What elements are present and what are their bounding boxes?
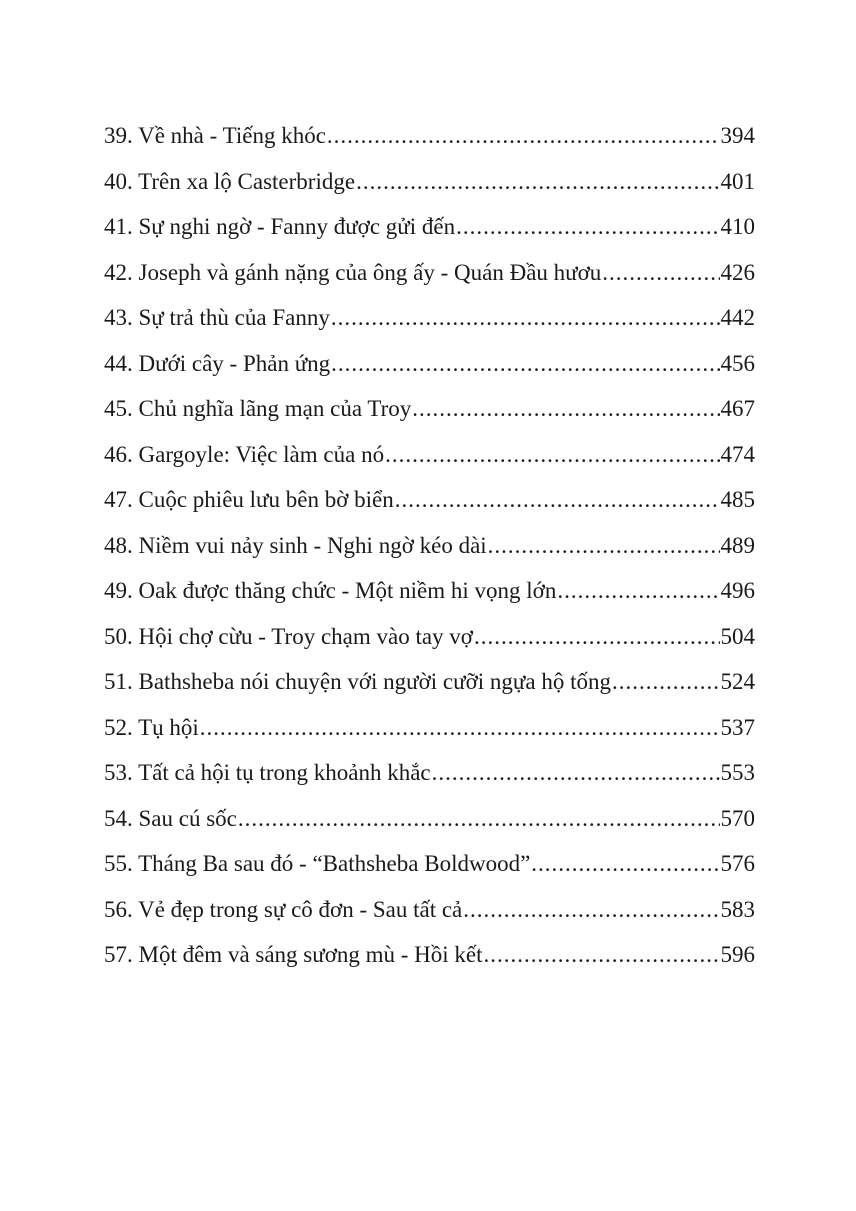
- toc-entry: [104, 659, 755, 705]
- dot-leader: [463, 887, 719, 933]
- dot-leader: [484, 932, 720, 978]
- toc-entry: [104, 614, 755, 660]
- toc-entry-page: 537: [720, 714, 755, 740]
- toc-entry: [104, 432, 755, 478]
- toc-entry: [104, 477, 755, 523]
- toc-entry-title: 42. Joseph và gánh nặng của ông ấy - Quán Đầu hươu: [104, 259, 602, 285]
- dot-leader: [557, 568, 719, 614]
- dot-leader: [238, 796, 720, 842]
- toc-entry-title: 56. Vẻ đẹp trong sự cô đơn - Sau tất cả: [104, 896, 463, 922]
- toc-entry: [104, 887, 755, 933]
- dot-leader: [385, 432, 719, 478]
- toc-entry: [104, 386, 755, 432]
- toc-entry: [104, 932, 755, 978]
- dot-leader: [412, 386, 719, 432]
- toc-entry-page: 504: [720, 623, 755, 649]
- dot-leader: [200, 705, 720, 751]
- toc-entry-title: 53. Tất cả hội tụ trong khoảnh khắc: [104, 760, 431, 785]
- toc-entry: [104, 750, 755, 796]
- toc-entry: [104, 159, 755, 205]
- toc-entry-page: 474: [720, 441, 755, 467]
- toc-entry-page: 583: [720, 896, 755, 922]
- toc-entry: [104, 341, 755, 387]
- toc-entry: [104, 523, 755, 569]
- dot-leader: [531, 841, 719, 887]
- toc-entry: [104, 204, 755, 250]
- toc-entry-page: 524: [720, 669, 755, 694]
- dot-leader: [612, 659, 720, 705]
- toc-entry: [104, 841, 755, 887]
- toc-entry: [104, 796, 755, 842]
- dot-leader: [602, 250, 719, 296]
- toc-entry-title: 49. Oak được thăng chức - Một niềm hi vọng lớn: [104, 578, 557, 603]
- toc-entry-title: 39. Về nhà - Tiếng khóc: [104, 123, 326, 148]
- toc-entry-page: 467: [720, 396, 755, 421]
- toc-entry-page: 553: [720, 760, 755, 785]
- toc-entry-title: 57. Một đêm và sáng sương mù - Hồi kết: [104, 942, 483, 967]
- toc-entry-page: 410: [720, 214, 755, 239]
- toc-entry-page: 401: [720, 168, 755, 194]
- dot-leader: [474, 614, 720, 660]
- toc-entry-page: 570: [720, 805, 755, 831]
- toc-entry-page: 485: [720, 487, 755, 512]
- toc-entry-page: 576: [720, 851, 755, 876]
- dot-leader: [456, 204, 719, 250]
- toc-entry-title: 46. Gargoyle: Việc làm của nó: [104, 441, 385, 467]
- dot-leader: [356, 159, 719, 205]
- toc-entry-page: 489: [720, 532, 755, 558]
- dot-leader: [331, 295, 720, 341]
- toc-entry-page: 596: [720, 942, 755, 967]
- toc-entry: [104, 250, 755, 296]
- toc-entry-title: 47. Cuộc phiêu lưu bên bờ biển: [104, 487, 394, 512]
- toc-entry: [104, 705, 755, 751]
- toc-entry-title: 40. Trên xa lộ Casterbridge: [104, 168, 356, 194]
- toc-entry-title: 44. Dưới cây - Phản ứng: [104, 350, 331, 376]
- dot-leader: [331, 341, 719, 387]
- toc-entry-title: 54. Sau cú sốc: [104, 805, 237, 831]
- toc-entry-title: 45. Chủ nghĩa lãng mạn của Troy: [104, 396, 412, 421]
- dot-leader: [488, 523, 720, 569]
- toc-entry-page: 394: [720, 123, 755, 148]
- toc-entry-title: 43. Sự trả thù của Fanny: [104, 305, 330, 330]
- table-of-contents: [104, 113, 755, 978]
- toc-entry-page: 496: [720, 578, 755, 603]
- dot-leader: [327, 113, 720, 159]
- toc-entry-title: 41. Sự nghi ngờ - Fanny được gửi đến: [104, 214, 456, 239]
- toc-entry-title: 52. Tụ hội: [104, 714, 199, 740]
- toc-entry-page: 442: [720, 305, 755, 330]
- toc-entry: [104, 295, 755, 341]
- toc-entry: [104, 113, 755, 159]
- toc-entry: [104, 568, 755, 614]
- toc-entry-page: 426: [720, 259, 755, 285]
- toc-entry-title: 51. Bathsheba nói chuyện với người cưỡi ngựa hộ tống: [104, 669, 611, 694]
- toc-entry-title: 50. Hội chợ cừu - Troy chạm vào tay vợ: [104, 623, 473, 649]
- dot-leader: [395, 477, 720, 523]
- toc-entry-page: 456: [720, 350, 755, 376]
- dot-leader: [432, 750, 720, 796]
- toc-entry-title: 55. Tháng Ba sau đó - “Bathsheba Boldwood”: [104, 851, 531, 876]
- toc-entry-title: 48. Niềm vui nảy sinh - Nghi ngờ kéo dài: [104, 532, 487, 558]
